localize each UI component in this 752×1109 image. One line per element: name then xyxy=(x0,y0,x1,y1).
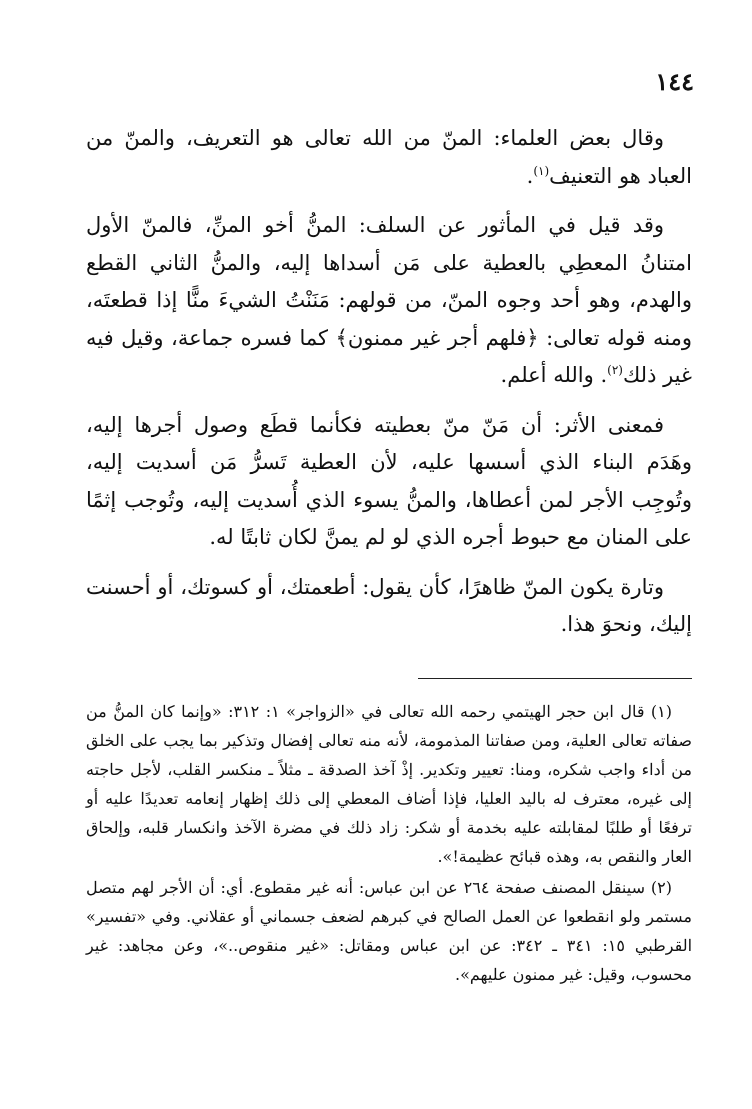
paragraph-text: وقد قيل في المأثور عن السلف: المنُّ أخو المنِّ، فالمنّ الأول امتنانُ المعطِي بالعطية على مَن أسداها إليه، والمنُّ الثاني القطع والهدم، وهو أحد وجوه المنّ، من قولهم: مَنَنْتُ الشيءَ منًّا إذا قطعتَه، ومنه قوله تعالى: ﴿فلهم أجر غير ممنون﴾ كما فسره جماعة، وقيل فيه غير ذلك xyxy=(86,213,692,387)
footnote: (١) قال ابن حجر الهيتمي رحمه الله تعالى في «الزواجر» ١: ٣١٢: «وإنما كان المنُّ من صفاته تعالى العلية، ومن صفاتنا المذمومة، لأنه منه تعالى إفضال وتذكير بما يجب على الخلق من أداء واجب شكره، ومنا: تعيير وتكدير. إذْ آخذ الصدقة ـ مثلاً ـ منكسر القلب، لأجل حاجته إلى غيره، معترف له باليد العليا، فإذا أضاف المعطي إلى ذلك إظهار إنعامه تعديدًا عليه أو ترفعًا أو طلبًا لمقابلته عليه بخدمة أو شكر: زاد ذلك في مضرة الآخذ وانكسار قلبه، وإلحاق العار والنقص به، وهذه قبائح عظيمة!». xyxy=(86,702,692,866)
page-number: ١٤٤ xyxy=(655,67,694,96)
footnote-divider xyxy=(418,678,692,679)
footnote-reference: (١) xyxy=(533,163,550,178)
paragraph xyxy=(86,207,692,395)
paragraph-text: وقال بعض العلماء: المنّ من الله تعالى هو التعريف، والمنّ من العباد هو التعنيف xyxy=(86,126,692,188)
paragraph-ending: . والله أعلم. xyxy=(500,363,608,387)
footnotes xyxy=(86,697,692,991)
paragraph: وقال بعض العلماء: المنّ من الله تعالى هو التعريف، والمنّ من العباد هو التعنيف$^{(١)}$. xyxy=(86,126,692,188)
paragraph: وتارة يكون المنّ ظاهرًا، كأن يقول: أطعمتك، أو كسوتك، أو أحسنت إليك، ونحوَ هذا. xyxy=(86,574,692,636)
paragraph: فمعنى الأثر: أن مَنّ منّ بعطيته فكأنما قطَع وصول أجرها إليه، وهَدَم البناء الذي أسسها عليه، لأن العطية تَسرُّ مَن أسديت إليه، وتُوجِب الأجر لمن أعطاها، والمنُّ يسوء الذي أُسديت إليه، وتُوجب إثمًا على المنان مع حبوط أجره الذي لو لم يمنَّ لكان ثابتًا له. xyxy=(86,412,692,549)
main-text xyxy=(86,120,692,656)
footnote-reference: (٢) xyxy=(607,363,623,377)
footnote: (٢) سينقل المصنف صفحة ٢٦٤ عن ابن عباس: أنه غير مقطوع. أي: أن الأجر لهم متصل مستمر ولو انقطعوا عن العمل الصالح في كبرهم لضعف جسماني أو عقلاني. وفي «تفسير» القرطبي ١٥: ٣٤١ ـ ٣٤٢: عن ابن عباس ومقاتل: «غير منقوص..»، وعن مجاهد: غير محسوب، وقيل: غير ممنون عليهم». xyxy=(86,878,693,984)
